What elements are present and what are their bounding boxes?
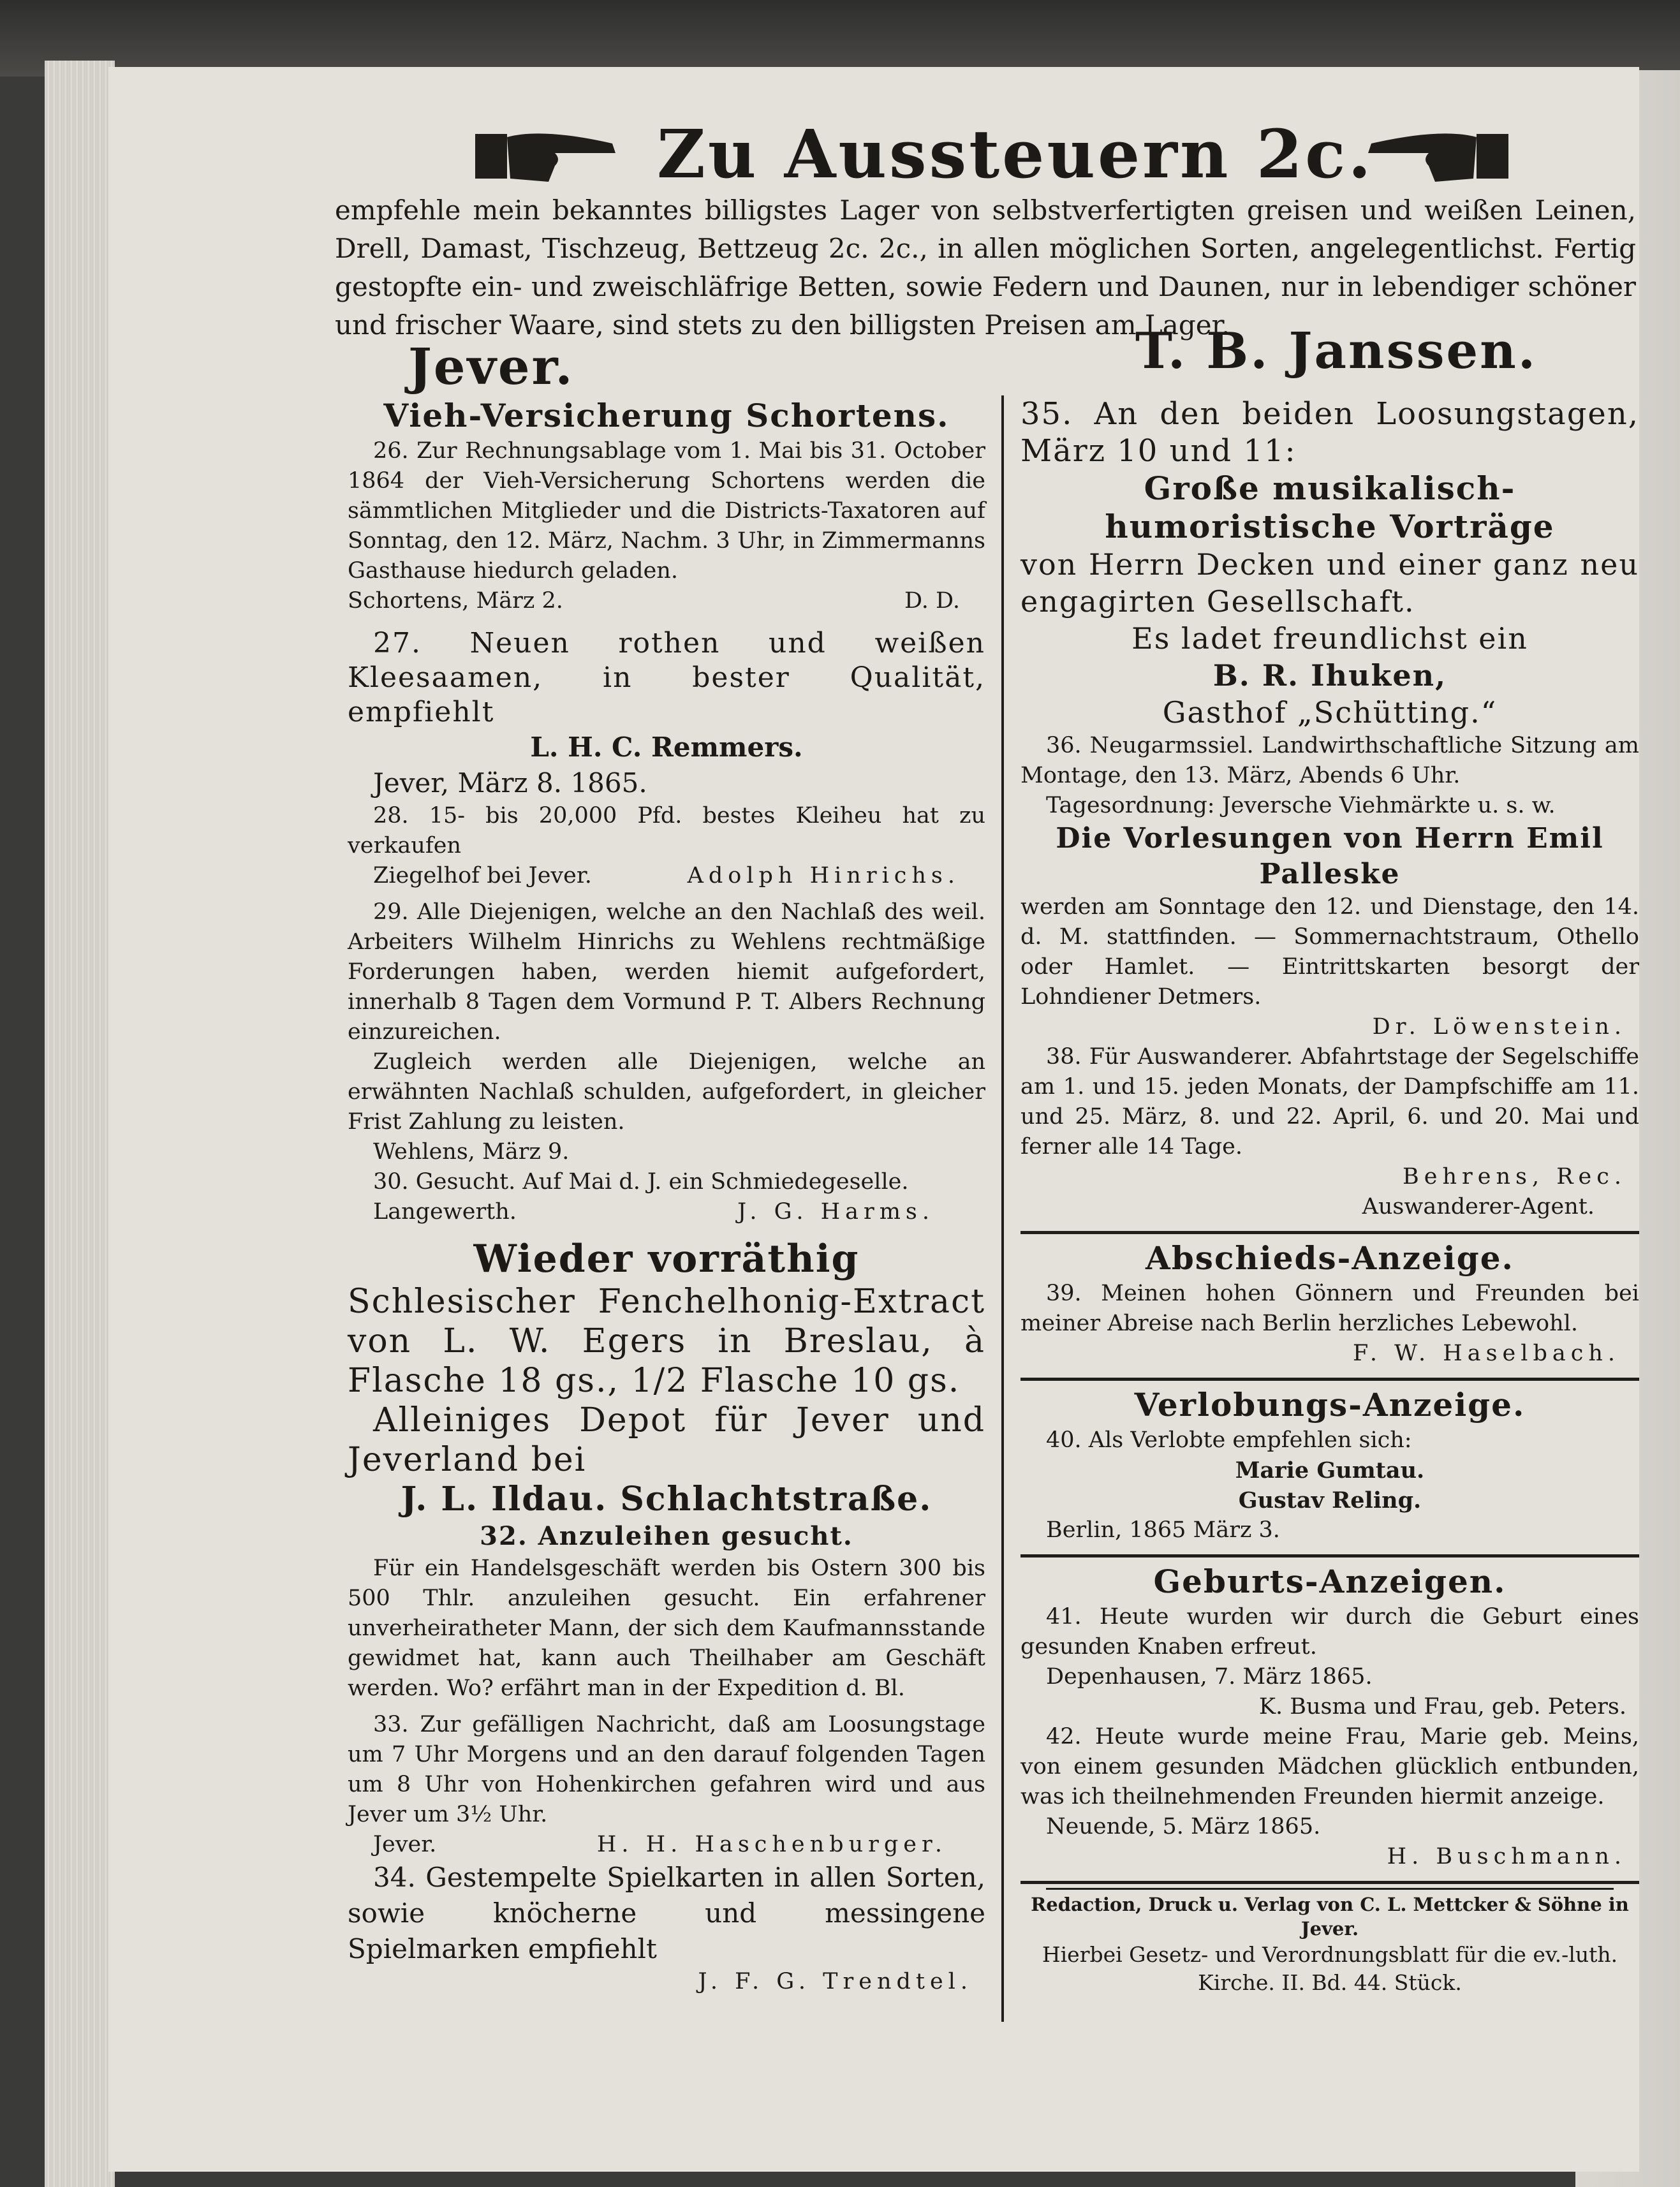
header-merchant: T. B. Janssen. bbox=[1135, 322, 1538, 380]
imprint-supplement: Hierbei Gesetz- und Verordnungsblatt für die ev.-luth. Kirche. II. Bd. 44. Stück. bbox=[1042, 1942, 1618, 1995]
ad-40-heading: Verlobungs-Anzeige. bbox=[1134, 1386, 1526, 1424]
ad-32-heading: 32. Anzuleihen gesucht. bbox=[480, 1521, 853, 1551]
ad-31-heading: Wieder vorräthig bbox=[473, 1237, 860, 1281]
ad-39-text: 39. Meinen hohen Gönnern und Freunden bei meiner Abreise nach Berlin herzliches Lebewohl. bbox=[1021, 1281, 1639, 1336]
ad-35-heading: Große musikalisch-humoristische Vorträge bbox=[1105, 469, 1555, 545]
page-title: Zu Aussteuern 2c. bbox=[657, 115, 1374, 193]
ad-40-name-2: Gustav Reling. bbox=[1238, 1487, 1422, 1513]
ad-35-signature: B. R. Ihuken, bbox=[1212, 658, 1447, 693]
ad-30-place: Langewerth. bbox=[373, 1199, 517, 1225]
ad-27-text: 27. Neuen rothen und weißen Kleesaamen, in bester Qualität, empfiehlt bbox=[348, 627, 985, 728]
ad-35-text-3: Es ladet freundlichst ein bbox=[1131, 621, 1528, 656]
ad-35-signature-2: Gasthof „Schütting.“ bbox=[1162, 695, 1498, 730]
ad-41-place: Depenhausen, 7. März 1865. bbox=[1046, 1664, 1373, 1690]
section-rule bbox=[1021, 1231, 1639, 1234]
ad-39-signature: F. W. Haselbach. bbox=[1353, 1341, 1620, 1366]
section-rule bbox=[1021, 1881, 1639, 1884]
ad-38-signature-2: Auswanderer-Agent. bbox=[1362, 1194, 1595, 1219]
ad-41-signature: K. Busma und Frau, geb. Peters. bbox=[1258, 1694, 1626, 1719]
header-advertisement: empfehle mein bekanntes billigstes Lager von selbstverfertigten greisen und weißen Leinen, Drell, Damast, Tischzeug, Bettzeug 2c. 2c., in allen möglichen Sorten, angelegentlichst. Fertig gestopfte ein- und zweischläfrige Betten, sowie Federn und Daunen, nur in lebendiger schöner und frischer Waare, sind stets zu den billigsten Preisen am Lager. bbox=[335, 195, 1636, 341]
ad-29-text-2: Zugleich werden alle Diejenigen, welche an erwähnten Nachlaß schulden, aufgefordert, in gleicher Frist Zahlung zu leisten. bbox=[348, 1049, 985, 1135]
ad-28-signature: Adolph Hinrichs. bbox=[687, 863, 960, 888]
ad-37-signature: Dr. Löwenstein. bbox=[1372, 1014, 1626, 1040]
ad-27-signature: L. H. C. Remmers. bbox=[530, 732, 803, 763]
ad-41-heading: Geburts-Anzeigen. bbox=[1153, 1563, 1507, 1600]
ad-37-heading: Die Vorlesungen von Herrn Emil Palleske bbox=[1056, 822, 1604, 890]
ad-35-text: 35. An den beiden Loosungstagen, März 10 und 11: bbox=[1021, 396, 1639, 469]
ad-29-text: 29. Alle Diejenigen, welche an den Nachlaß des weil. Arbeiters Wilhelm Hinrichs zu Wehlens rechtmäßige Forderungen haben, werden hiemit aufgefordert, innerhalb 8 Tagen dem Vormund P. T. Albers Rechnung einzureichen. bbox=[348, 899, 985, 1045]
ad-26-text: 26. Zur Rechnungsablage vom 1. Mai bis 31. October 1864 der Vieh-Versicherung Schortens werden die sämmtlichen Mitglieder und die Districts-Taxatoren auf Sonntag, den 12. März, Nachm. 3 Uhr, in Zimmermanns Gasthause hiedurch geladen. bbox=[348, 438, 985, 584]
header-town: Jever. bbox=[408, 338, 575, 396]
right-column bbox=[1021, 395, 1639, 1997]
ad-39-heading: Abschieds-Anzeige. bbox=[1146, 1239, 1514, 1277]
ad-26-place: Schortens, März 2. bbox=[348, 588, 563, 614]
imprint: Redaction, Druck u. Verlag von C. L. Mettcker & Söhne in Jever. bbox=[1031, 1894, 1629, 1940]
scanner-background bbox=[0, 0, 1680, 77]
ad-41-text: 41. Heute wurden wir durch die Geburt eines gesunden Knaben erfreut. bbox=[1021, 1604, 1639, 1660]
ad-28-text: 28. 15- bis 20,000 Pfd. bestes Kleiheu hat zu verkaufen bbox=[348, 803, 985, 858]
ad-40-text: 40. Als Verlobte empfehlen sich: bbox=[1046, 1427, 1412, 1453]
ad-31-text-2: Alleiniges Depot für Jever und Jeverland bei bbox=[348, 1401, 985, 1479]
ad-31-signature: J. L. Ildau. Schlachtstraße. bbox=[401, 1480, 932, 1519]
ad-28-footer bbox=[348, 861, 985, 891]
ad-40-name-1: Marie Gumtau. bbox=[1235, 1457, 1425, 1484]
section-rule bbox=[1021, 1554, 1639, 1557]
pointing-hand-icon bbox=[472, 115, 619, 188]
ad-33-signature: H. H. Haschenburger. bbox=[596, 1832, 947, 1857]
ad-26-signature: D. D. bbox=[904, 588, 960, 614]
ad-27-place: Jever, März 8. 1865. bbox=[373, 767, 647, 799]
ad-26-footer bbox=[348, 586, 985, 616]
ad-38-signature: Behrens, Rec. bbox=[1403, 1164, 1626, 1189]
ad-37-text: werden am Sonntage den 12. und Dienstage, den 14. d. M. stattfinden. — Sommernachtstraum, Othello oder Hamlet. — Eintrittskarten besorgt der Lohndiener Detmers. bbox=[1021, 894, 1639, 1010]
ad-32-text: Für ein Handelsgeschäft werden bis Ostern 300 bis 500 Thlr. anzuleihen gesucht. Ein erfahrener unverheiratheter Mann, der sich dem Kaufmannsstande gewidmet hat, kann auch Theilhaber am Geschäft werden. Wo? erfährt man in der Expedition d. Bl. bbox=[348, 1556, 985, 1701]
ad-31-text: Schlesischer Fenchelhonig-Extract von L. W. Egers in Breslau, à Flasche 18 gs., 1/2 Flasche 10 gs. bbox=[348, 1283, 985, 1400]
ad-29-place: Wehlens, März 9. bbox=[373, 1139, 570, 1165]
section-rule bbox=[1021, 1378, 1639, 1381]
ad-38-text: 38. Für Auswanderer. Abfahrtstage der Segelschiffe am 1. und 15. jeden Monats, der Dampfschiffe am 11. und 25. März, 8. und 22. April, 6. und 20. Mai und ferner alle 14 Tage. bbox=[1021, 1044, 1639, 1160]
ad-30-text: 30. Gesucht. Auf Mai d. J. ein Schmiedegeselle. bbox=[373, 1169, 909, 1195]
ad-34-signature: J. F. G. Trendtel. bbox=[698, 1969, 973, 1994]
column-divider bbox=[1001, 395, 1004, 2022]
ad-33-text: 33. Zur gefälligen Nachricht, daß am Loosungstage um 7 Uhr Morgens und an den darauf folgenden Tagen um 8 Uhr von Hohenkirchen gefahren wird und aus Jever um 3½ Uhr. bbox=[348, 1712, 985, 1827]
ad-30-footer bbox=[348, 1197, 985, 1227]
ad-28-place: Ziegelhof bei Jever. bbox=[373, 863, 592, 888]
ad-36-text: 36. Neugarmssiel. Landwirthschaftliche Sitzung am Montage, den 13. März, Abends 6 Uhr. bbox=[1021, 733, 1639, 788]
ad-42-text: 42. Heute wurde meine Frau, Marie geb. Meins, von einem gesunden Mädchen glücklich entbunden, was ich theilnehmenden Freunden hiermit anzeige. bbox=[1021, 1724, 1639, 1809]
pointing-hand-icon bbox=[1365, 115, 1512, 188]
ad-42-signature: H. Buschmann. bbox=[1387, 1844, 1626, 1869]
ad-30-signature: J. G. Harms. bbox=[737, 1199, 934, 1225]
ad-35-text-2: von Herrn Decken und einer ganz neu engagirten Gesellschaft. bbox=[1021, 547, 1639, 619]
book-page-edges bbox=[45, 61, 115, 2187]
ad-36-text-2: Tagesordnung: Jeversche Viehmärkte u. s. w. bbox=[1046, 793, 1556, 818]
section-rule-thin bbox=[1046, 1888, 1614, 1890]
ad-42-place: Neuende, 5. März 1865. bbox=[1046, 1814, 1321, 1839]
ad-40-place: Berlin, 1865 März 3. bbox=[1046, 1517, 1280, 1543]
ad-26-heading: Vieh-Versicherung Schortens. bbox=[383, 397, 950, 434]
ad-34-text: 34. Gestempelte Spielkarten in allen Sorten, sowie knöcherne und messingene Spielmarken empfiehlt bbox=[348, 1862, 985, 1964]
left-column bbox=[348, 395, 985, 1997]
ad-33-footer bbox=[348, 1830, 985, 1860]
ad-33-place: Jever. bbox=[373, 1832, 437, 1857]
